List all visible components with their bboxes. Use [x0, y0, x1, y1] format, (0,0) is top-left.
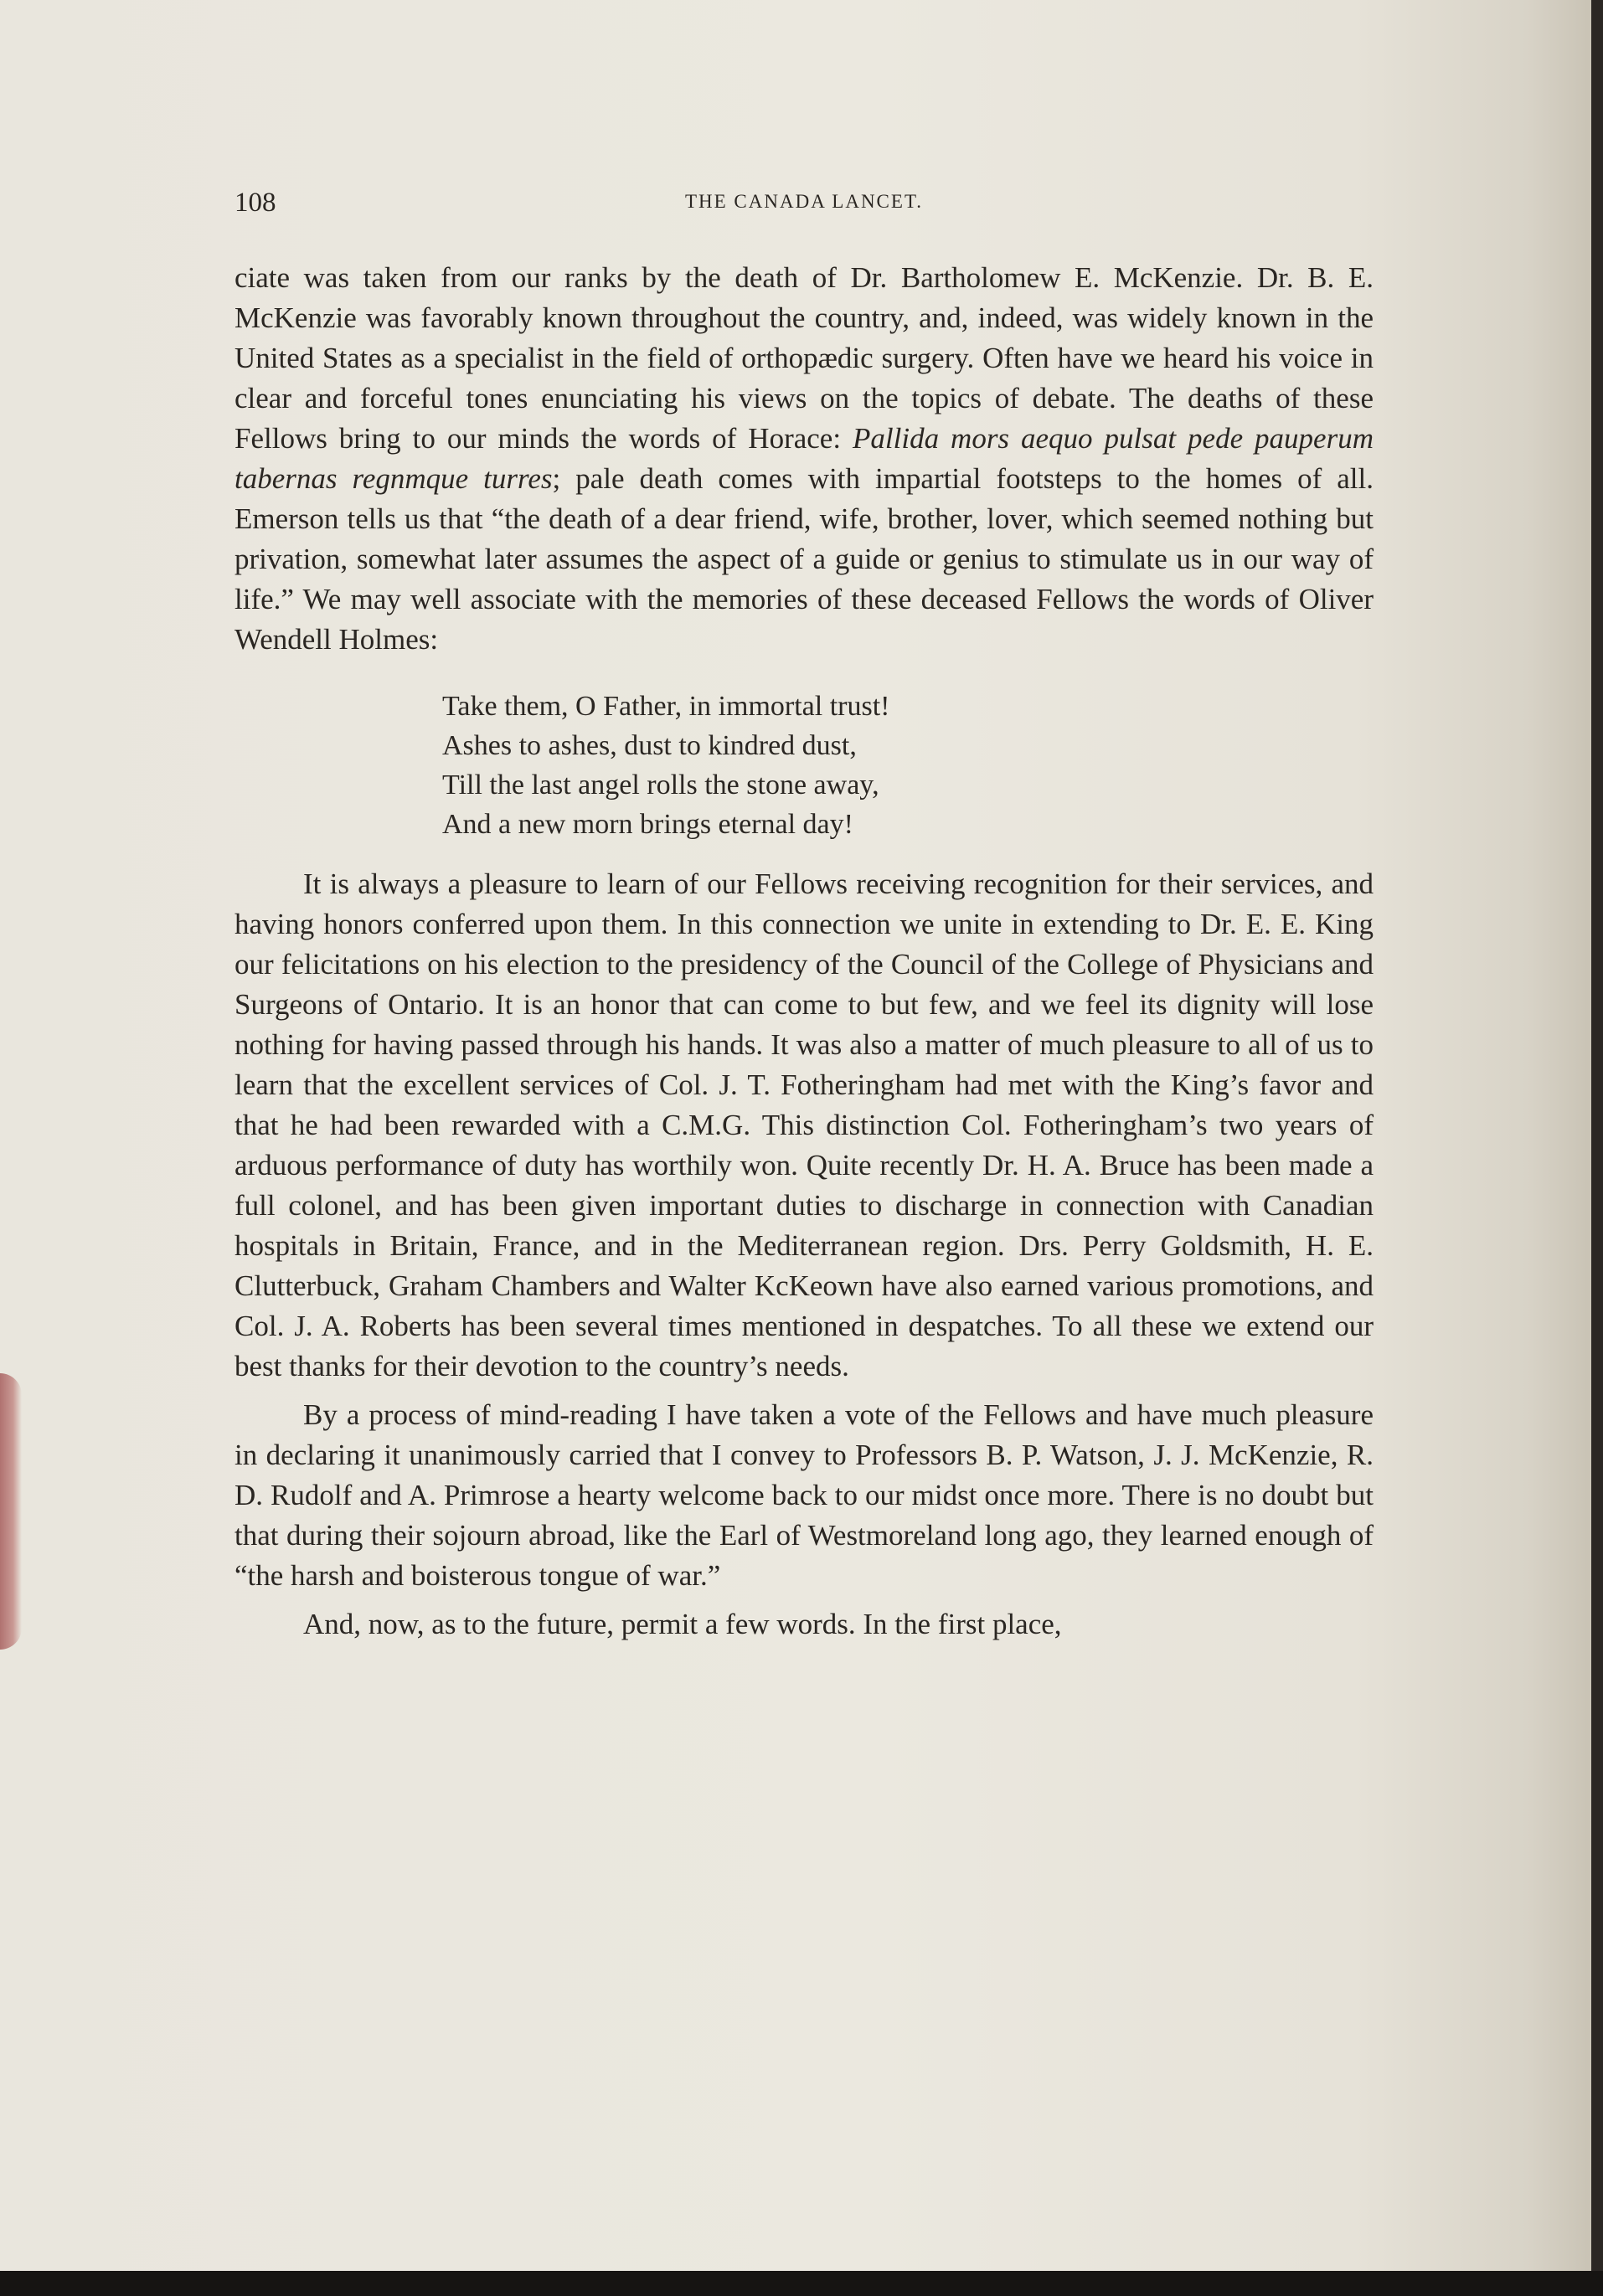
paragraph-2: It is always a pleasure to learn of our Fellows receiving recognition for their services, and having honors conferred upon them. In this connection we unite in extending to Dr. E. E. King our felicitations on his election to the presidency of the Council of the College of Physicians and Surgeons of Ontario. It is an honor that can come to but few, and we feel its dignity will lose nothing for having passed through his hands. It was also a matter of much pleasure to all of us to learn that the excellent services of Col. J. T. Fotheringham had met with the King’s favor and that he had been rewarded with a C.M.G. This distinction Col. Fotheringham’s two years of arduous performance of duty has worthily won. Quite recently Dr. H. A. Bruce has been made a full colonel, and has been given important duties to discharge in connection with Canadian hospitals in Britain, France, and in the Mediterranean region. Drs. Perry Goldsmith, H. E. Clutterbuck, Graham Chambers and Walter KcKeown have also earned various promotions, and Col. J. A. Roberts has been several times mentioned in despatches. To all these we extend our best thanks for their devotion to the country’s needs.: [235, 867, 1374, 1382]
poem-line: Till the last angel rolls the stone away,: [442, 770, 879, 801]
latin-quote: Pallida mors aequo pulsat pede pauperum tabernas regnmque turres: [235, 422, 1374, 495]
running-head: THE CANADA LANCET.: [684, 191, 924, 212]
paragraph-1-text: ciate was taken from our ranks by the death of Dr. Bartholomew E. McKenzie. Dr. B. E. McKenzie was favorably known throughout the country, and, indeed, was widely known in the United States as a specialist in the field of orthopædic surgery. Often have we heard his voice in clear and forceful tones enunciating his views on the topics of debate. The deaths of these Fellows bring to our minds the words of Horace:: [235, 261, 1374, 455]
poem-line: Take them, O Father, in immortal trust!: [442, 691, 890, 722]
page-right-edge: [1591, 0, 1603, 2296]
page-header: [235, 188, 1374, 234]
body-text: [235, 258, 1374, 1653]
poem-line: And a new morn brings eternal day!: [442, 809, 853, 840]
paragraph-1: [235, 258, 1374, 660]
paragraph-3: By a process of mind-reading I have taken a vote of the Fellows and have much pleasure in declaring it unanimously carried that I convey to Professors B. P. Watson, J. J. McKenzie, R. D. Rudolf and A. Primrose a hearty welcome back to our midst once more. There is no doubt but that during their sojourn abroad, like the Earl of Westmoreland long ago, they learned enough of “the harsh and boisterous tongue of war.”: [235, 1398, 1374, 1592]
page-bottom-edge: [0, 2271, 1603, 2296]
paragraph-1-continuation: ; pale death comes with impartial footsteps to the homes of all. Emerson tells us that “the death of a dear friend, wife, brother, lover, which seemed nothing but privation, somewhat later assumes the aspect of a guide or genius to stimulate us in our way of life.” We may well associate with the memories of these deceased Fellows the words of Oliver Wendell Holmes:: [235, 462, 1374, 656]
poem-line: Ashes to ashes, dust to kindred dust,: [442, 730, 857, 761]
thumb-shadow: [0, 1373, 22, 1650]
paragraph-4: And, now, as to the future, permit a few words. In the first place,: [303, 1608, 1062, 1640]
poem: [442, 687, 1374, 844]
page-number: 108: [235, 188, 276, 218]
